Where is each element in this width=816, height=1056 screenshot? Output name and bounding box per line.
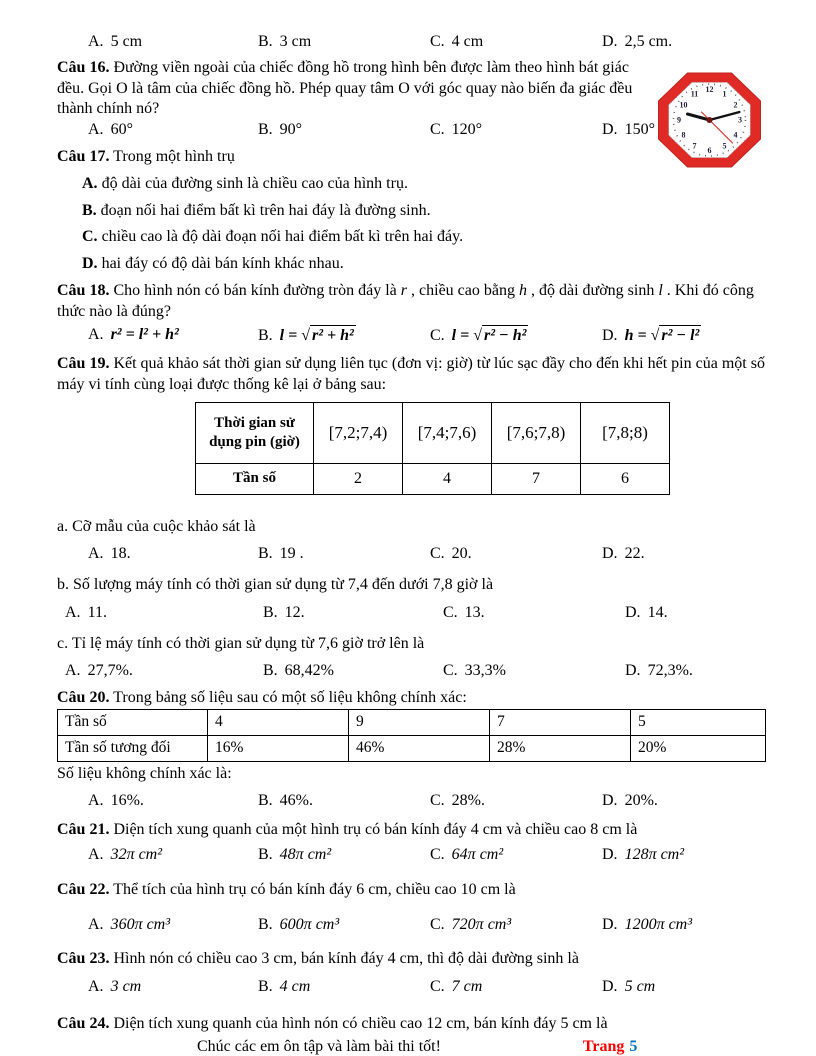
option-letter: B. xyxy=(258,915,273,933)
option-value: 13. xyxy=(464,604,485,622)
statement-text: hai đáy có độ dài bán kính khác nhau. xyxy=(101,255,344,273)
option-value: 4 cm xyxy=(451,33,484,50)
option-letter: B. xyxy=(258,121,273,139)
option-letter: C. xyxy=(430,33,445,50)
clock-number: 5 xyxy=(722,141,727,151)
table-header-label: Thời gian sử dụng pin (giờ) xyxy=(196,402,314,463)
option-letter: A. xyxy=(88,33,104,50)
option-value: 5 cm xyxy=(110,33,143,50)
table-row xyxy=(196,402,670,463)
clock-number: 11 xyxy=(690,89,699,99)
option-letter: B. xyxy=(258,792,273,810)
answer-option xyxy=(258,120,430,141)
option-value: 4 cm xyxy=(279,978,311,996)
option-letter: D. xyxy=(602,121,618,139)
q19a-options-row xyxy=(57,544,767,565)
table-row xyxy=(196,463,670,494)
clock-number: 1 xyxy=(722,89,727,99)
option-letter: D. xyxy=(602,792,618,810)
option-value: 20. xyxy=(451,544,472,562)
question-23 xyxy=(57,949,767,970)
option-letter: A. xyxy=(65,604,81,622)
question-23-label: Câu 23. xyxy=(57,950,110,968)
option-value: 3 cm xyxy=(110,978,142,996)
q15-options-row xyxy=(57,32,767,53)
value-cell: 4 xyxy=(208,709,349,735)
option-value: 1200π cm³ xyxy=(624,915,693,933)
option-letter: B. xyxy=(263,604,278,622)
option-value: 150° xyxy=(624,121,655,139)
sqrt-expression: √ r² − h² xyxy=(473,325,528,347)
answer-option xyxy=(430,544,602,565)
option-value: 7 cm xyxy=(451,978,483,996)
q19c-options-row xyxy=(57,661,767,682)
question-16-text: Đường viền ngoài của chiếc đồng hồ trong hình bên được làm theo hình bát giác đều. Gọi O là tâm của chiếc đồng hồ. Phép quay tâm O với góc quay nào biến đa giác đều thành chính nó? xyxy=(57,58,633,118)
answer-option xyxy=(430,325,602,347)
option-letter: A. xyxy=(88,121,104,139)
option-letter: D. xyxy=(602,544,618,562)
question-21-label: Câu 21. xyxy=(57,821,110,839)
option-value: 14. xyxy=(647,604,668,622)
answer-option xyxy=(258,544,430,565)
question-21-text: Diện tích xung quanh của một hình trụ có bán kính đáy 4 cm và chiều cao 8 cm là xyxy=(109,821,638,839)
var-h: h xyxy=(518,281,527,299)
option-value: 46%. xyxy=(279,792,313,810)
octagon-clock-image xyxy=(657,72,762,168)
q19b-options-row xyxy=(57,603,767,624)
option-letter: B. xyxy=(258,33,273,50)
sqrt-expression: √ r² − l² xyxy=(651,325,702,347)
option-letter: D. xyxy=(602,326,618,344)
q19-sub-a: a. Cỡ mẫu của cuộc khảo sát là xyxy=(57,517,256,535)
clock-number: 8 xyxy=(681,130,686,140)
option-value: 120° xyxy=(451,121,483,139)
option-value: 90° xyxy=(279,121,303,139)
page-footer xyxy=(57,1037,767,1056)
clock-number: 3 xyxy=(738,115,742,125)
page-label: Trang xyxy=(582,1037,625,1055)
answer-option xyxy=(602,845,767,866)
option-value: 68,42% xyxy=(284,661,334,679)
option-letter: B. xyxy=(258,544,273,562)
option-value: 600π cm³ xyxy=(279,915,340,933)
clock-number: 10 xyxy=(679,100,688,110)
question-22-label: Câu 22. xyxy=(57,880,110,898)
question-21 xyxy=(57,820,767,841)
answer-option xyxy=(258,32,430,53)
question-22 xyxy=(57,880,767,901)
answer-option xyxy=(263,661,443,682)
formula: h = xyxy=(624,326,651,344)
value-cell: 28% xyxy=(490,735,631,761)
answer-option xyxy=(258,845,430,866)
answer-option xyxy=(430,120,602,141)
option-value: 360π cm³ xyxy=(110,915,171,933)
option-value: 128π cm² xyxy=(624,845,685,863)
answer-option xyxy=(88,915,258,936)
option-letter: D. xyxy=(602,978,618,996)
option-value: 33,3% xyxy=(464,661,506,679)
clock-number: 6 xyxy=(707,146,712,155)
formula: l = xyxy=(279,326,302,344)
option-letter: C. xyxy=(430,978,445,996)
answer-option xyxy=(258,325,430,347)
option-letter: A. xyxy=(88,792,104,810)
frequency-cell: 2 xyxy=(314,463,403,494)
frequency-row-label: Tần số xyxy=(196,463,314,494)
q23-options-row xyxy=(57,977,767,998)
answer-option xyxy=(443,661,625,682)
clock-number: 9 xyxy=(677,115,681,125)
option-letter: C. xyxy=(430,792,445,810)
option-letter: D. xyxy=(625,661,641,679)
option-value: 16%. xyxy=(110,792,144,810)
radical-sign: √ xyxy=(650,326,660,344)
answer-option xyxy=(602,325,767,347)
statement-letter: C. xyxy=(82,228,98,246)
answer-option xyxy=(430,791,602,812)
option-value: 72,3%. xyxy=(647,661,693,679)
question-18-text: , độ dài đường sinh xyxy=(526,281,659,299)
radical-sign: √ xyxy=(473,326,483,344)
value-cell: 20% xyxy=(631,735,766,761)
answer-option xyxy=(88,544,258,565)
option-letter: A. xyxy=(65,661,81,679)
option-letter: A. xyxy=(88,325,104,343)
question-17-label: Câu 17. xyxy=(57,147,110,165)
option-letter: A. xyxy=(88,845,104,863)
option-letter: A. xyxy=(88,978,104,996)
row-label: Tần số tương đối xyxy=(58,735,208,761)
formula: r² = l² + h² xyxy=(110,325,179,343)
option-value: 11. xyxy=(87,604,107,622)
option-value: 32π cm² xyxy=(110,845,163,863)
q21-options-row xyxy=(57,845,767,866)
option-value: 28%. xyxy=(451,792,485,810)
option-value: 2,5 cm. xyxy=(624,33,673,50)
frequency-cell: 4 xyxy=(403,463,492,494)
answer-option xyxy=(625,603,767,624)
clock-number: 2 xyxy=(733,100,738,110)
interval-cell: [7,6;7,8) xyxy=(492,402,581,463)
answer-option xyxy=(88,845,258,866)
answer-option xyxy=(88,325,258,347)
option-letter: A. xyxy=(88,915,104,933)
option-letter: B. xyxy=(263,661,278,679)
q20-question-line: Số liệu không chính xác là: xyxy=(57,764,232,782)
answer-option xyxy=(602,544,767,565)
clock-number: 4 xyxy=(733,130,738,140)
q17-statement-b xyxy=(82,201,767,222)
clock-hub xyxy=(707,117,713,123)
answer-option xyxy=(430,915,602,936)
answer-option xyxy=(88,791,258,812)
answer-option xyxy=(258,791,430,812)
clock-number: 7 xyxy=(692,141,697,151)
frequency-cell: 7 xyxy=(492,463,581,494)
option-letter: D. xyxy=(625,604,641,622)
row-label: Tần số xyxy=(58,709,208,735)
statement-text: chiều cao là độ dài đoạn nối hai điểm bất kì trên hai đáy. xyxy=(101,228,464,246)
question-18-text: . Khi đó công thức nào là đúng? xyxy=(57,281,754,320)
q18-options-row xyxy=(57,325,767,347)
option-value: 48π cm² xyxy=(279,845,332,863)
option-letter: D. xyxy=(602,33,618,50)
question-18-label: Câu 18. xyxy=(57,281,110,299)
statement-letter: D. xyxy=(82,255,98,273)
answer-option xyxy=(88,977,258,998)
answer-option xyxy=(430,845,602,866)
value-cell: 46% xyxy=(349,735,490,761)
option-letter: C. xyxy=(443,661,458,679)
option-value: 720π cm³ xyxy=(451,915,512,933)
sqrt-expression: √ r² + h² xyxy=(301,325,356,347)
question-24-text: Diện tích xung quanh của hình nón có chiều cao 12 cm, bán kính đáy 5 cm là xyxy=(109,1014,608,1032)
option-letter: C. xyxy=(430,915,445,933)
statement-text: độ dài của đường sinh là chiều cao của hình trụ. xyxy=(101,174,408,192)
option-letter: B. xyxy=(258,978,273,996)
option-value: 20%. xyxy=(624,792,658,810)
option-value: 19 . xyxy=(279,544,304,562)
value-cell: 5 xyxy=(631,709,766,735)
option-letter: C. xyxy=(430,326,445,344)
page-number-value: 5 xyxy=(629,1037,638,1055)
table-row xyxy=(58,735,766,761)
var-r: r xyxy=(400,281,408,299)
question-20-label: Câu 20. xyxy=(57,688,110,706)
question-19-text: Kết quả khảo sát thời gian sử dụng liên tục (đơn vị: giờ) từ lúc sạc đầy cho đến khi hết pin của một số máy vi tính cùng loại được thống kê lại ở bảng sau: xyxy=(57,355,765,394)
option-value: 12. xyxy=(284,604,305,622)
question-22-text: Thể tích của hình trụ có bán kính đáy 6 cm, chiều cao 10 cm là xyxy=(109,880,516,898)
question-16-label: Câu 16. xyxy=(57,58,110,76)
option-letter: C. xyxy=(443,604,458,622)
option-value: 3 cm xyxy=(279,33,312,50)
question-18-text: Cho hình nón có bán kính đường tròn đáy là xyxy=(109,281,401,299)
footer-wish-text: Chúc các em ôn tập và làm bài thi tốt! xyxy=(197,1037,441,1055)
answer-option xyxy=(443,603,625,624)
option-value: 64π cm² xyxy=(451,845,504,863)
option-value: 60° xyxy=(110,121,133,139)
option-value: 5 cm xyxy=(624,978,656,996)
statement-text: đoạn nối hai điểm bất kì trên hai đáy là đường sinh. xyxy=(100,201,431,219)
option-letter: B. xyxy=(258,845,273,863)
question-19 xyxy=(57,354,767,396)
answer-option xyxy=(65,603,263,624)
answer-option xyxy=(625,661,767,682)
answer-option xyxy=(258,915,430,936)
question-19-label: Câu 19. xyxy=(57,355,110,373)
answer-option xyxy=(602,32,767,53)
option-value: 18. xyxy=(110,544,131,562)
answer-option xyxy=(430,977,602,998)
formula: l = xyxy=(451,326,474,344)
q17-statement-a xyxy=(82,174,767,195)
answer-option xyxy=(430,32,602,53)
question-23-text: Hình nón có chiều cao 3 cm, bán kính đáy 4 cm, thì độ dài đường sinh là xyxy=(109,950,579,968)
answer-option xyxy=(602,977,767,998)
value-cell: 7 xyxy=(490,709,631,735)
answer-option xyxy=(258,977,430,998)
q17-statement-c xyxy=(82,227,767,248)
question-16 xyxy=(57,58,649,120)
question-24-label: Câu 24. xyxy=(57,1014,110,1032)
option-letter: D. xyxy=(602,845,618,863)
interval-cell: [7,2;7,4) xyxy=(314,402,403,463)
option-value: 27,7%. xyxy=(87,661,133,679)
statement-letter: B. xyxy=(82,201,97,219)
value-cell: 16% xyxy=(208,735,349,761)
radical-sign: √ xyxy=(301,326,311,344)
question-18 xyxy=(57,281,767,323)
q17-statement-d xyxy=(82,254,767,275)
answer-option xyxy=(88,120,258,141)
answer-option xyxy=(602,915,767,936)
question-20-text: Trong bảng số liệu sau có một số liệu không chính xác: xyxy=(109,688,467,706)
option-letter: C. xyxy=(430,845,445,863)
statement-letter: A. xyxy=(82,174,98,192)
answer-option xyxy=(88,32,258,53)
option-letter: C. xyxy=(430,121,445,139)
q19-sub-c: c. Tỉ lệ máy tính có thời gian sử dụng từ 7,6 giờ trở lên là xyxy=(57,635,425,653)
option-value: 22. xyxy=(624,544,645,562)
answer-option xyxy=(602,791,767,812)
q22-options-row xyxy=(57,915,767,936)
var-l: l xyxy=(658,281,663,299)
answer-option xyxy=(65,661,263,682)
frequency-table xyxy=(57,709,766,762)
question-17-text: Trong một hình trụ xyxy=(109,147,235,165)
value-cell: 9 xyxy=(349,709,490,735)
option-letter: B. xyxy=(258,326,273,344)
clock-number: 12 xyxy=(705,85,714,94)
interval-cell: [7,8;8) xyxy=(581,402,670,463)
interval-cell: [7,4;7,6) xyxy=(403,402,492,463)
table-row xyxy=(58,709,766,735)
q19-sub-b: b. Số lượng máy tính có thời gian sử dụng từ 7,4 đến dưới 7,8 giờ là xyxy=(57,575,494,593)
option-letter: D. xyxy=(602,915,618,933)
frequency-cell: 6 xyxy=(581,463,670,494)
page-number xyxy=(583,1037,637,1056)
option-letter: A. xyxy=(88,544,104,562)
battery-time-table xyxy=(195,402,670,495)
question-24 xyxy=(57,1014,767,1035)
option-letter: C. xyxy=(430,544,445,562)
answer-option xyxy=(263,603,443,624)
q20-options-row xyxy=(57,791,767,812)
question-20 xyxy=(57,688,767,709)
question-18-text: , chiều cao bằng xyxy=(407,281,519,299)
